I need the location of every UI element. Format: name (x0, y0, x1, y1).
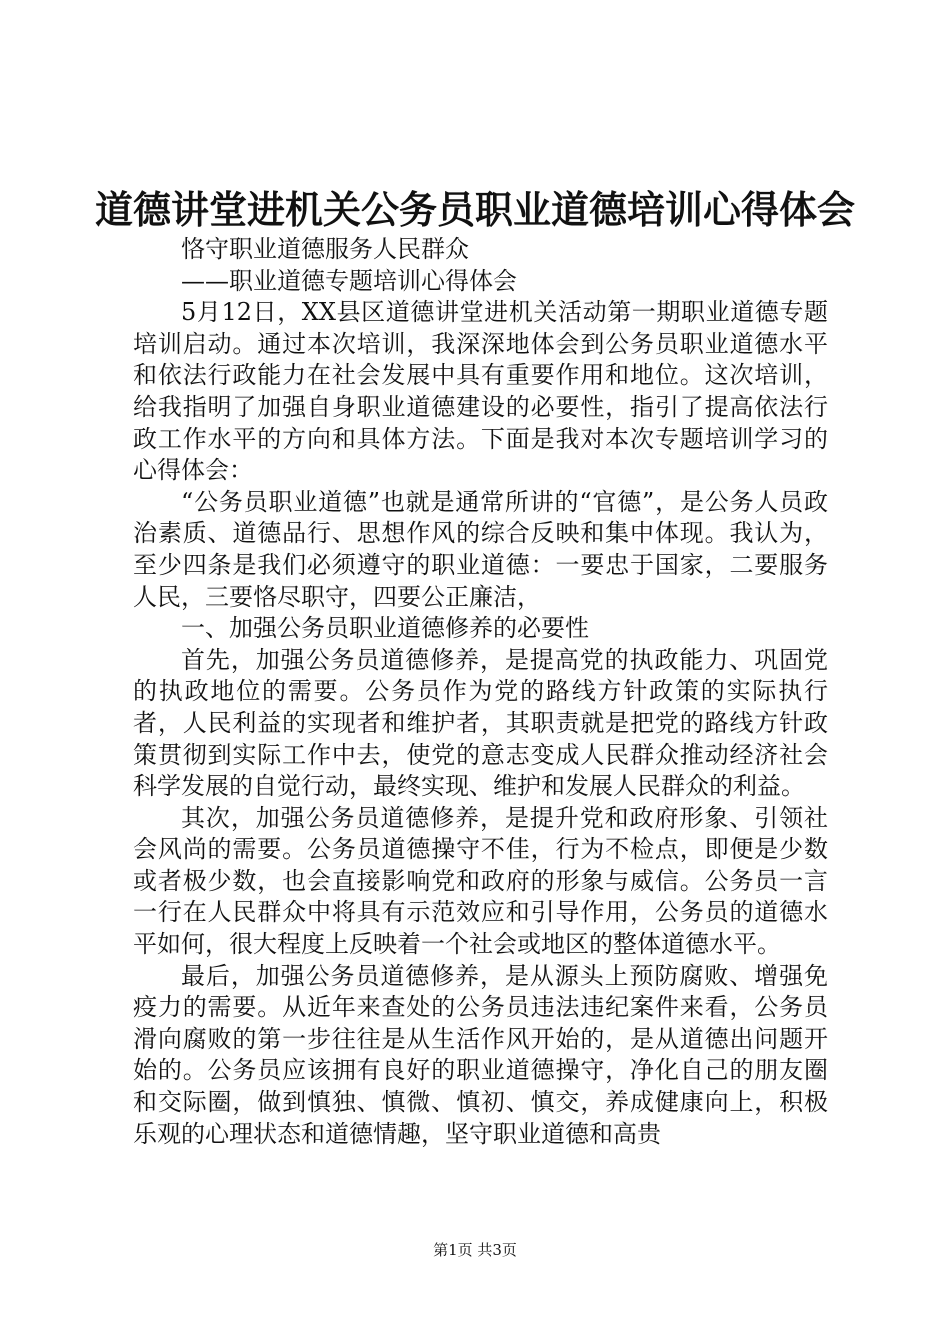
body-paragraph: 5月12日，XX县区道德讲堂进机关活动第一期职业道德专题培训启动。通过本次培训，我深深地体会到公务员职业道德水平和依法行政能力在社会发展中具有重要作用和地位。这次培训，给我指明了加强自身职业道德建设的必要性，指引了提高依法行政工作水平的方向和具体方法。下面是我对本次专题培训学习的心得体会： (133, 298, 828, 485)
section-heading: 一、加强公务员职业道德修养的必要性 (181, 614, 589, 643)
subtitle-line: 恪守职业道德服务人民群众 (181, 235, 469, 263)
body-paragraph: 其次，加强公务员道德修养，是提升党和政府形象、引领社会风尚的需要。公务员道德操守不佳，行为不检点，即便是少数或者极少数，也会直接影响党和政府的形象与威信。公务员一言一行在人民群众中将具有示范效应和引导作用，公务员的道德水平如何，很大程度上反映着一个社会或地区的整体道德水平。 (133, 803, 828, 959)
body-paragraph: 最后，加强公务员道德修养，是从源头上预防腐败、增强免疫力的需要。从近年来查处的公务员违法违纪案件来看，公务员滑向腐败的第一步往往是从生活作风开始的，是从道德出问题开始的。公务员应该拥有良好的职业道德操守，净化自己的朋友圈和交际圈，做到慎独、慎微、慎初、慎交，养成健康向上，积极乐观的心理状态和道德情趣，坚守职业道德和高贵 (133, 961, 828, 1148)
document-title: 道德讲堂进机关公务员职业道德培训心得体会 (94, 188, 855, 232)
document-body (133, 234, 828, 1150)
page-footer: 第1页 共3页 (433, 1241, 517, 1259)
body-paragraph: 首先，加强公务员道德修养，是提高党的执政能力、巩固党的执政地位的需要。公务员作为党的路线方针政策的实际执行者，人民利益的实现者和维护者，其职责就是把党的路线方针政策贯彻到实际工作中去，使党的意志变成人民群众推动经济社会科学发展的自觉行动，最终实现、维护和发展人民群众的利益。 (133, 645, 828, 801)
subtitle-line: ——职业道德专题培训心得体会 (181, 266, 517, 295)
body-paragraph: “公务员职业道德”也就是通常所讲的“官德”，是公务人员政治素质、道德品行、思想作风的综合反映和集中体现。我认为，至少四条是我们必须遵守的职业道德：一要忠于国家，二要服务人民，三要恪尽职守，四要公正廉洁， (133, 487, 828, 611)
